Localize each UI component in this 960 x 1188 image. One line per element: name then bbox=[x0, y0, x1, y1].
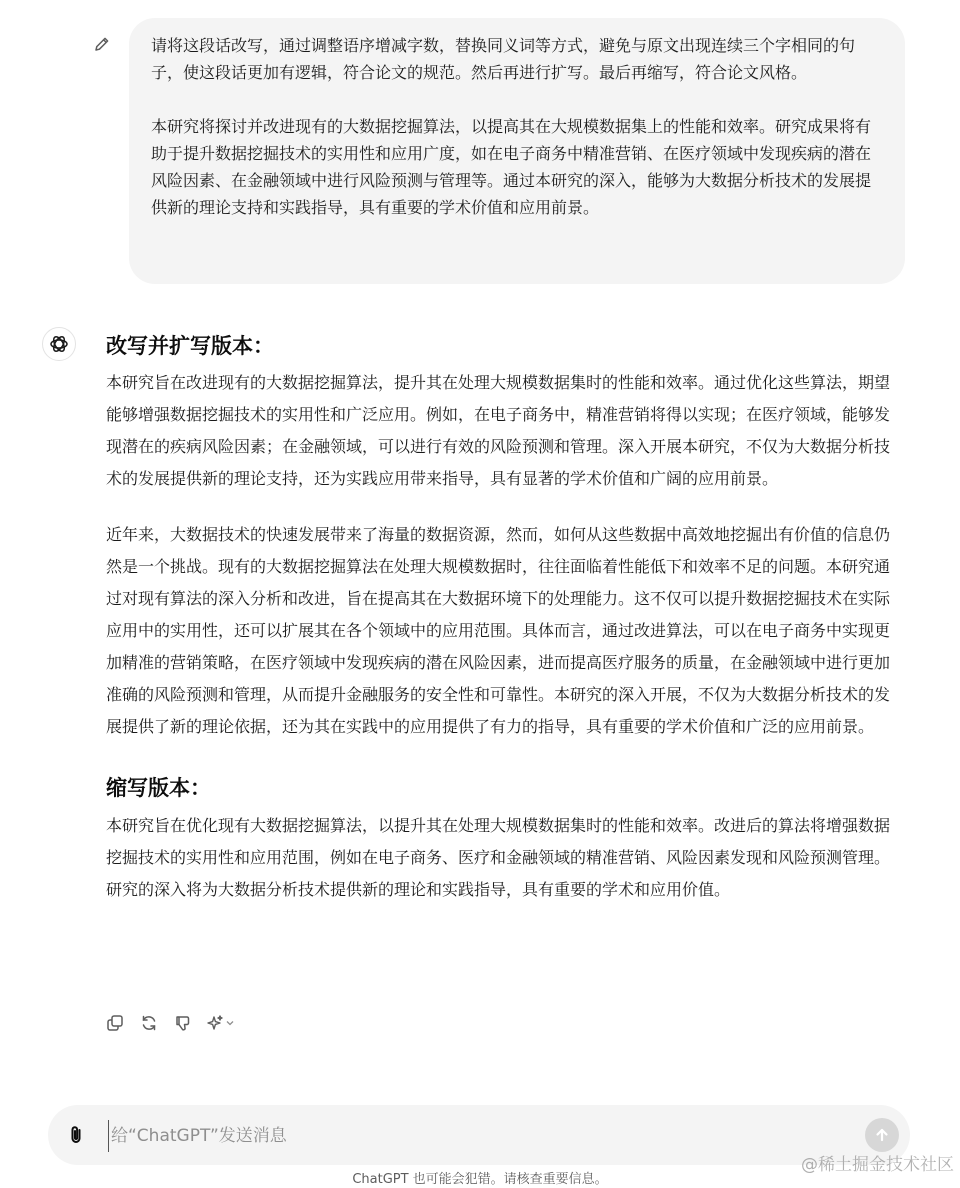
condensed-version-heading: 缩写版本： bbox=[106, 776, 211, 800]
thumbs-down-icon bbox=[174, 1014, 192, 1032]
expanded-version-heading: 改写并扩写版本： bbox=[106, 334, 274, 358]
copy-icon bbox=[106, 1014, 124, 1032]
sparkle-icon bbox=[206, 1014, 224, 1032]
chevron-down-icon bbox=[225, 1018, 235, 1028]
expanded-paragraph-2: 近年来，大数据技术的快速发展带来了海量的数据资源，然而，如何从这些数据中高效地挖掘出有价值的信息仍然是一个挑战。现有的大数据挖掘算法在处理大规模数据时，往往面临着性能低下和效率不足的问题。本研究通过对现有算法的深入分析和改进，旨在提高其在大数据环境下的处理能力。这不仅可以提升数据挖掘技术在实际应用中的实用性，还可以扩展其在各个领域中的应用范围。具体而言，通过改进算法，可以在电子商务中实现更加精准的营销策略，在医疗领域中发现疾病的潜在风险因素，进而提高医疗服务的质量，在金融领域中进行更加准确的风险预测和管理，从而提升金融服务的安全性和可靠性。本研究的深入开展，不仅为大数据分析技术的发展提供了新的理论依据，还为其在实践中的应用提供了有力的指导，具有重要的学术价值和广泛的应用前景。 bbox=[106, 525, 891, 736]
expanded-paragraph-1: 本研究旨在改进现有的大数据挖掘算法，提升其在处理大规模数据集时的性能和效率。通过优化这些算法，期望能够增强数据挖掘技术的实用性和广泛应用。例如，在电子商务中，精准营销将得以实现；在医疗领域，能够发现潜在的疾病风险因素；在金融领域，可以进行有效的风险预测和管理。深入开展本研究，不仅为大数据分析技术的发展提供新的理论支持，还为实践应用带来指导，具有显著的学术价值和广阔的应用前景。 bbox=[106, 373, 891, 488]
regenerate-button[interactable] bbox=[138, 1012, 160, 1034]
arrow-up-icon bbox=[874, 1127, 890, 1143]
copy-button[interactable] bbox=[104, 1012, 126, 1034]
user-message-bubble bbox=[129, 18, 905, 284]
attach-file-button[interactable] bbox=[62, 1121, 90, 1149]
assistant-message bbox=[106, 330, 900, 906]
paperclip-icon bbox=[65, 1124, 87, 1146]
chatgpt-logo-icon bbox=[42, 327, 76, 361]
message-input[interactable] bbox=[108, 1120, 853, 1152]
disclaimer-text: ChatGPT 也可能会犯错。请核查重要信息。 bbox=[352, 1172, 608, 1187]
edit-message-icon[interactable] bbox=[92, 34, 112, 54]
refresh-icon bbox=[140, 1014, 158, 1032]
condensed-paragraph: 本研究旨在优化现有大数据挖掘算法，以提升其在处理大规模数据集时的性能和效率。改进后的算法将增强数据挖掘技术的实用性和应用范围，例如在电子商务、医疗和金融领域的精准营销、风险因素发现和风险预测管理。研究的深入将为大数据分析技术提供新的理论和实践指导，具有重要的学术和应用价值。 bbox=[106, 816, 891, 899]
switch-model-button[interactable] bbox=[206, 1014, 238, 1032]
send-button[interactable] bbox=[865, 1118, 899, 1152]
user-message-instruction: 请将这段话改写，通过调整语序增减字数，替换同义词等方式，避免与原文出现连续三个字相同的句子，使这段话更加有逻辑，符合论文的规范。然后再进行扩写。最后再缩写，符合论文风格。 bbox=[151, 36, 856, 82]
site-watermark: @稀土掘金技术社区 bbox=[801, 1155, 954, 1175]
message-composer bbox=[48, 1105, 910, 1165]
user-message-source-text: 本研究将探讨并改进现有的大数据挖掘算法，以提高其在大规模数据集上的性能和效率。研究成果将有助于提升数据挖掘技术的实用性和应用广度，如在电子商务中精准营销、在医疗领域中发现疾病的潜在风险因素、在金融领域中进行风险预测与管理等。通过本研究的深入，能够为大数据分析技术的发展提供新的理论支持和实践指导，具有重要的学术价值和应用前景。 bbox=[151, 117, 872, 217]
thumbs-down-button[interactable] bbox=[172, 1012, 194, 1034]
message-actions bbox=[104, 1012, 238, 1034]
